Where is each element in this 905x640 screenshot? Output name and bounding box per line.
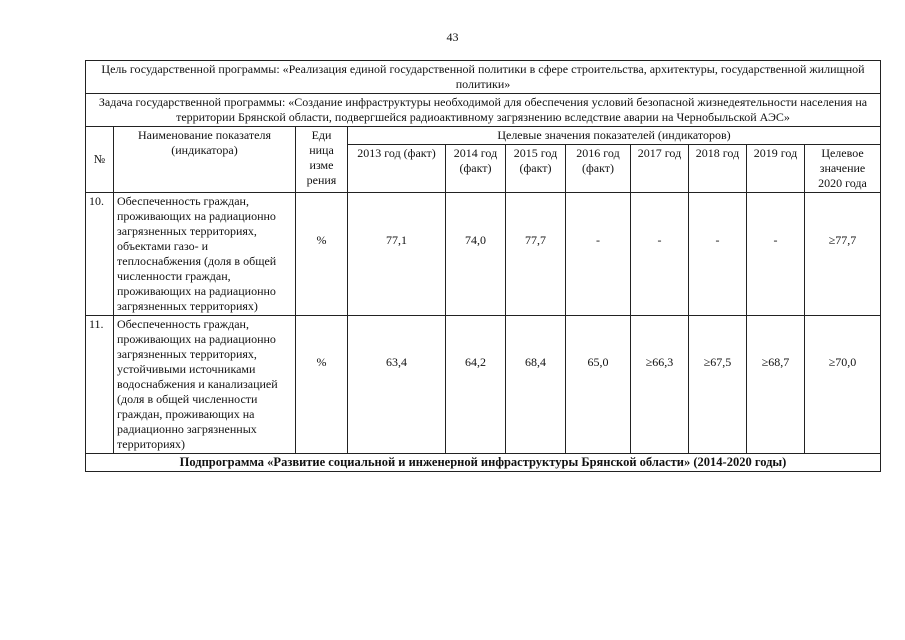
value-cell: 65,0 [566, 316, 631, 454]
header-year-2013: 2013 год (факт) [348, 145, 446, 193]
indicators-table [85, 60, 881, 472]
value-cell: - [689, 193, 747, 316]
task-text: Задача государственной программы: «Создание инфраструктуры необходимой для обеспечения условий безопасной жизнедеятельности населения на территории Брянской области, подвергшейся радиоактивному загрязнению вследствие аварии на Чернобыльской АЭС» [86, 94, 881, 127]
header-num: № [86, 127, 114, 193]
value-cell: ≥77,7 [805, 193, 881, 316]
table-row [86, 316, 881, 454]
goal-row [86, 61, 881, 94]
task-row [86, 94, 881, 127]
value-cell: 68,4 [506, 316, 566, 454]
value-cell: ≥68,7 [747, 316, 805, 454]
value-cell: - [566, 193, 631, 316]
header-row-1 [86, 127, 881, 145]
value-cell: ≥70,0 [805, 316, 881, 454]
header-target-group: Целевые значения показателей (индикаторов) [348, 127, 881, 145]
header-year-2017: 2017 год [631, 145, 689, 193]
value-cell: 64,2 [446, 316, 506, 454]
row-number: 10. [86, 193, 114, 316]
value-cell: 77,7 [506, 193, 566, 316]
page-number: 43 [446, 30, 459, 44]
unit-cell: % [296, 316, 348, 454]
header-name: Наименование показателя (индикатора) [114, 127, 296, 193]
value-cell: - [631, 193, 689, 316]
header-year-2019: 2019 год [747, 145, 805, 193]
goal-text: Цель государственной программы: «Реализация единой государственной политики в сфере строительства, архитектуры, государственной жилищной политики» [86, 61, 881, 94]
value-cell: ≥66,3 [631, 316, 689, 454]
value-cell: 74,0 [446, 193, 506, 316]
value-cell: ≥67,5 [689, 316, 747, 454]
header-unit: Еди ница изме рения [296, 127, 348, 193]
row-number: 11. [86, 316, 114, 454]
indicator-name: Обеспеченность граждан, проживающих на радиационно загрязненных территориях, устойчивыми источниками водоснабжения и канализацией (доля в общей численности граждан, проживающих на радиационно загрязненных территориях) [114, 316, 296, 454]
unit-cell: % [296, 193, 348, 316]
header-target-2020: Целевое значение 2020 года [805, 145, 881, 193]
header-year-2015: 2015 год (факт) [506, 145, 566, 193]
header-year-2016: 2016 год (факт) [566, 145, 631, 193]
value-cell: - [747, 193, 805, 316]
indicator-name: Обеспеченность граждан, проживающих на радиационно загрязненных территориях, объектами газо- и теплоснабжения (доля в общей численности граждан, проживающих на радиационно загрязненных территориях) [114, 193, 296, 316]
value-cell: 77,1 [348, 193, 446, 316]
table-row [86, 193, 881, 316]
header-year-2018: 2018 год [689, 145, 747, 193]
subprogram-title: Подпрограмма «Развитие социальной и инженерной инфраструктуры Брянской области» (2014-2020 годы) [86, 454, 881, 472]
subprogram-row [86, 454, 881, 472]
value-cell: 63,4 [348, 316, 446, 454]
header-year-2014: 2014 год (факт) [446, 145, 506, 193]
